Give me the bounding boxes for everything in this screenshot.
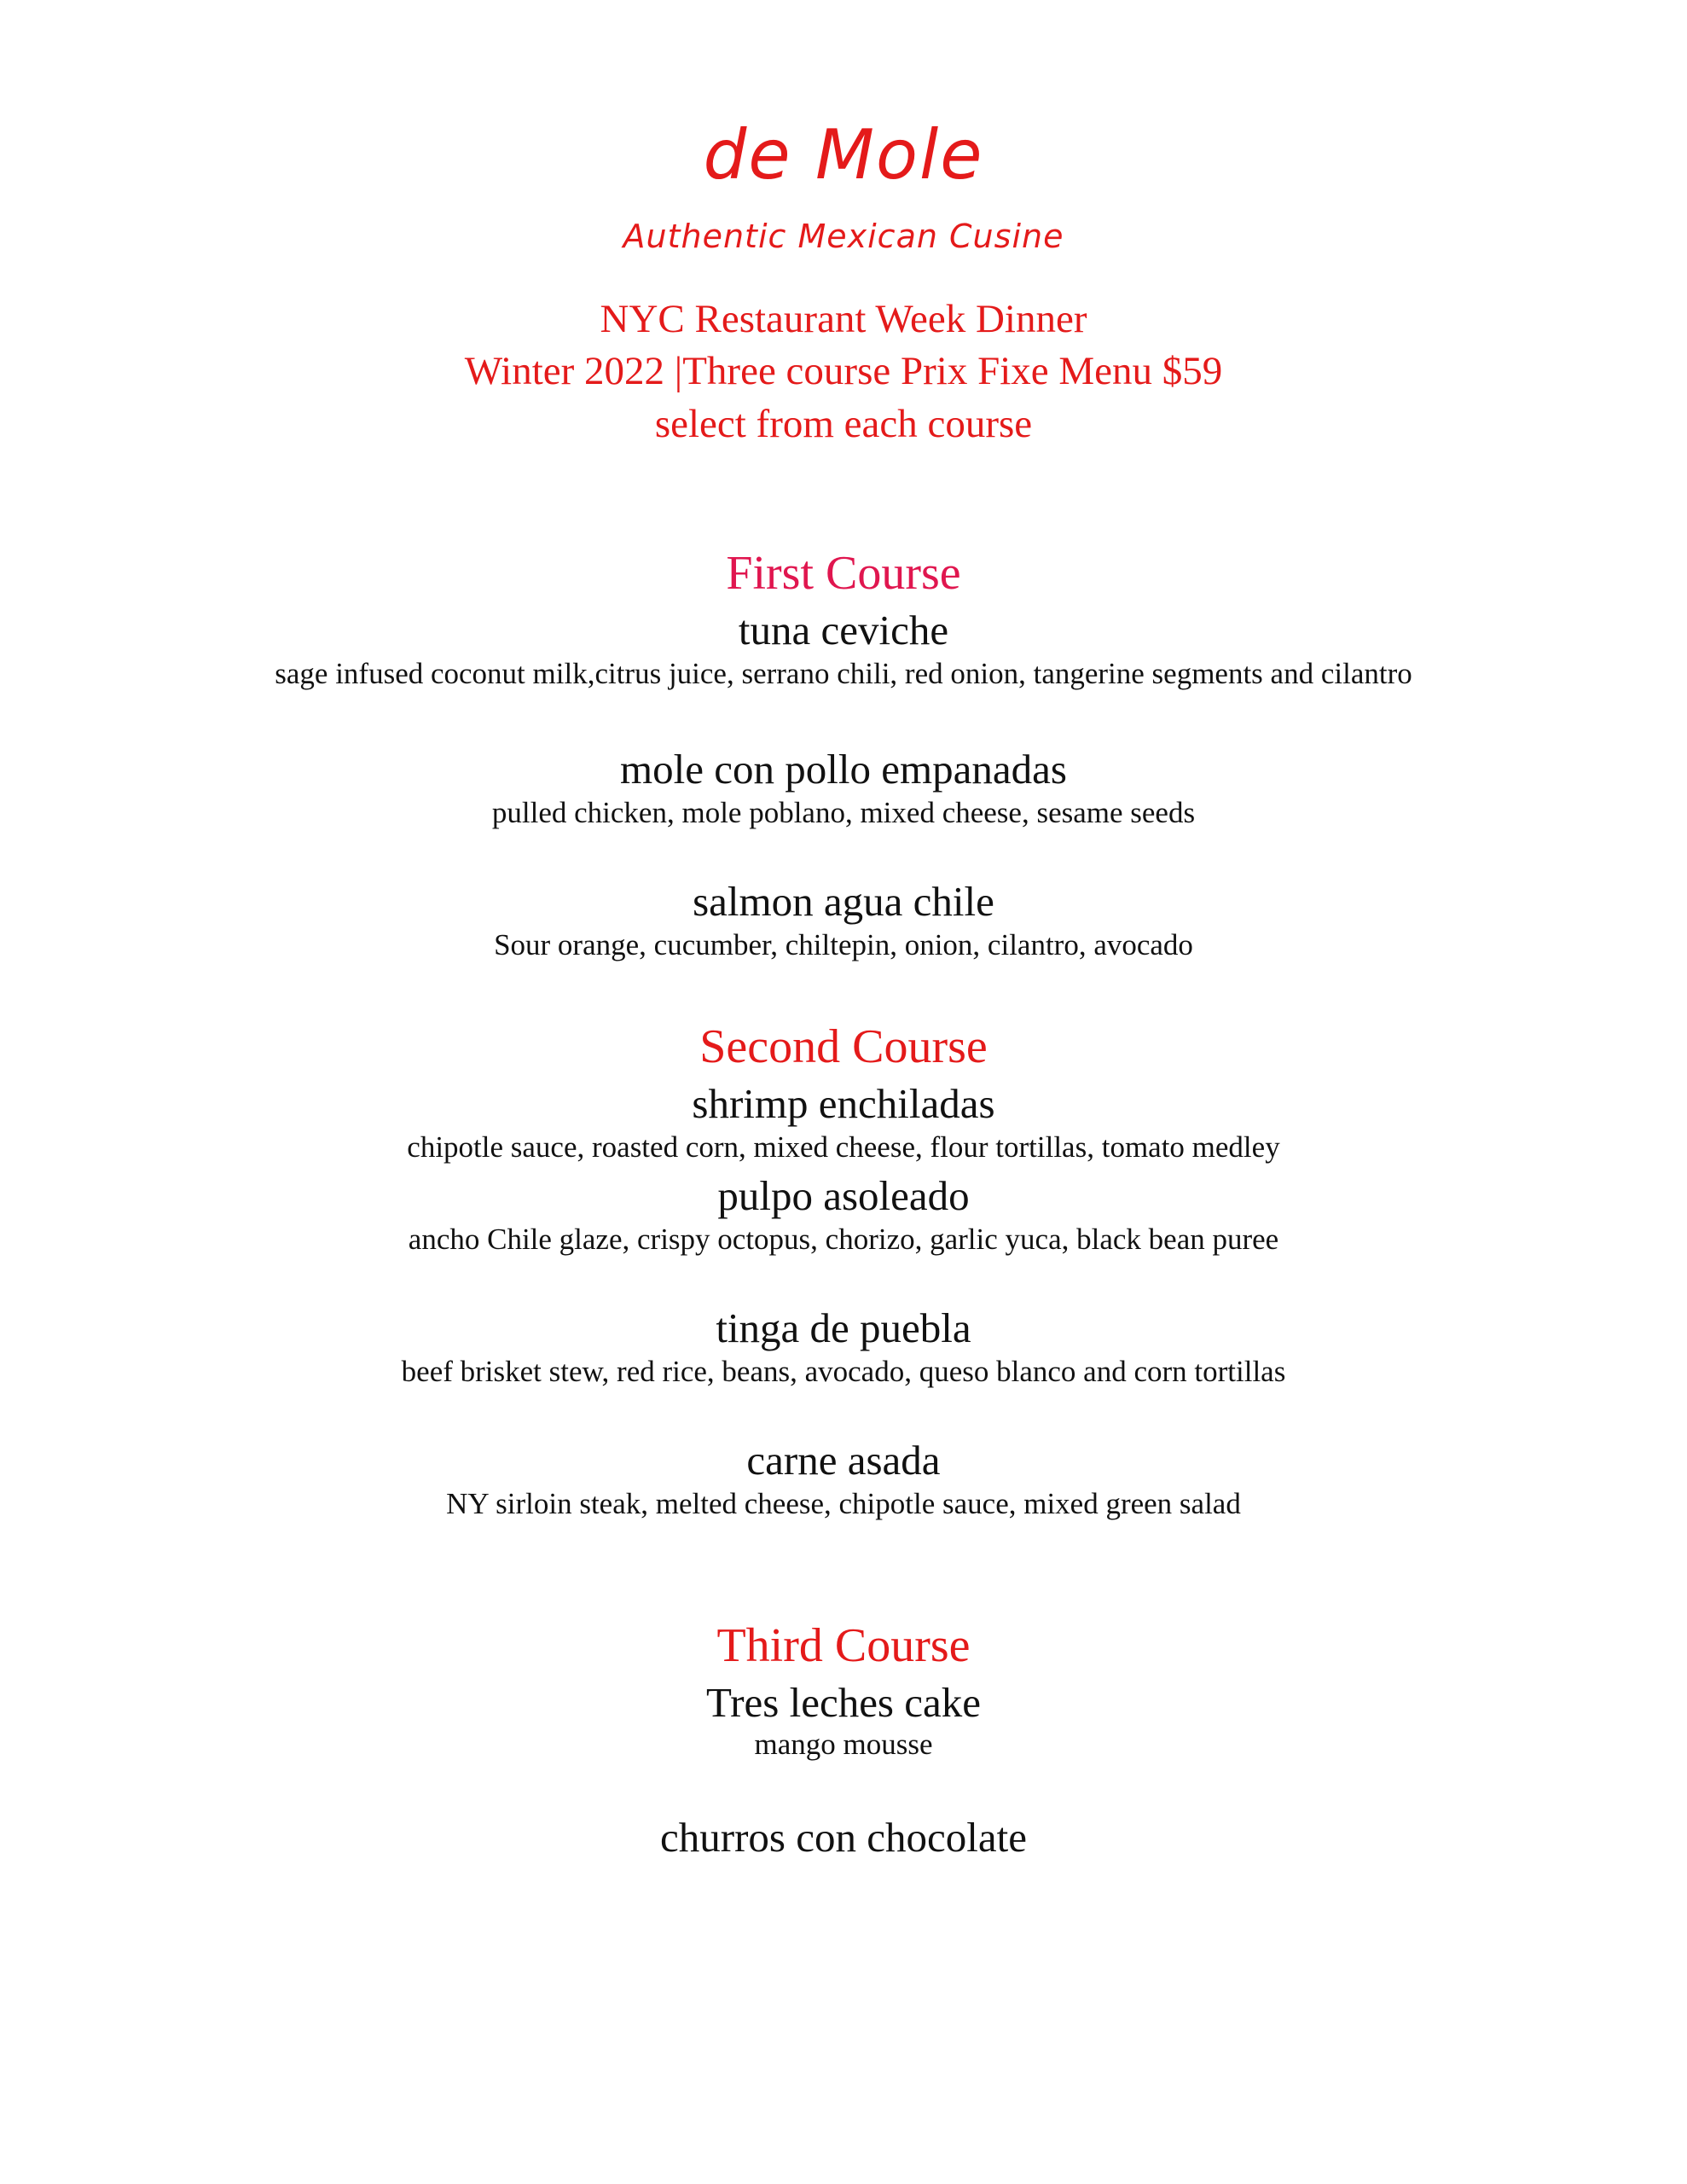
dish-description: NY sirloin steak, melted cheese, chipotle sauce, mixed green salad	[446, 1487, 1241, 1520]
dish-name: carne asada	[746, 1437, 941, 1484]
header-instructions: select from each course	[654, 402, 1033, 446]
dish-description: mango mousse	[754, 1728, 933, 1761]
dish-description: pulled chicken, mole poblano, mixed cheese, sesame seeds	[491, 796, 1196, 829]
dish-name: pulpo asoleado	[717, 1172, 970, 1219]
third-course-title: Third Course	[716, 1619, 971, 1672]
dish-name: mole con pollo empanadas	[620, 746, 1067, 793]
dish-description: ancho Chile glaze, crispy octopus, chorizo, garlic yuca, black bean puree	[408, 1223, 1279, 1256]
dish-name: tuna ceviche	[738, 607, 949, 653]
dish-name: Tres leches cake	[705, 1679, 982, 1726]
dish-name: tinga de puebla	[716, 1304, 971, 1351]
restaurant-logo-name: de Mole	[703, 115, 984, 195]
first-course-title: First Course	[726, 547, 961, 600]
header-title: NYC Restaurant Week Dinner	[600, 297, 1087, 341]
dish-name: shrimp enchiladas	[692, 1080, 995, 1127]
dish-name: churros con chocolate	[660, 1814, 1027, 1861]
dish-description: beef brisket stew, red rice, beans, avocado, queso blanco and corn tortillas	[401, 1355, 1286, 1388]
header-season-price: Winter 2022 |Three course Prix Fixe Menu $59	[464, 349, 1223, 393]
dish-description: chipotle sauce, roasted corn, mixed cheese, flour tortillas, tomato medley	[407, 1130, 1280, 1164]
dish-name: salmon agua chile	[693, 878, 994, 925]
second-course-title: Second Course	[699, 1020, 988, 1073]
restaurant-tagline: Authentic Mexican Cusine	[623, 218, 1064, 255]
dish-description: sage infused coconut milk,citrus juice, serrano chili, red onion, tangerine segments and cilantro	[275, 657, 1412, 690]
dish-description: Sour orange, cucumber, chiltepin, onion, cilantro, avocado	[494, 928, 1193, 961]
